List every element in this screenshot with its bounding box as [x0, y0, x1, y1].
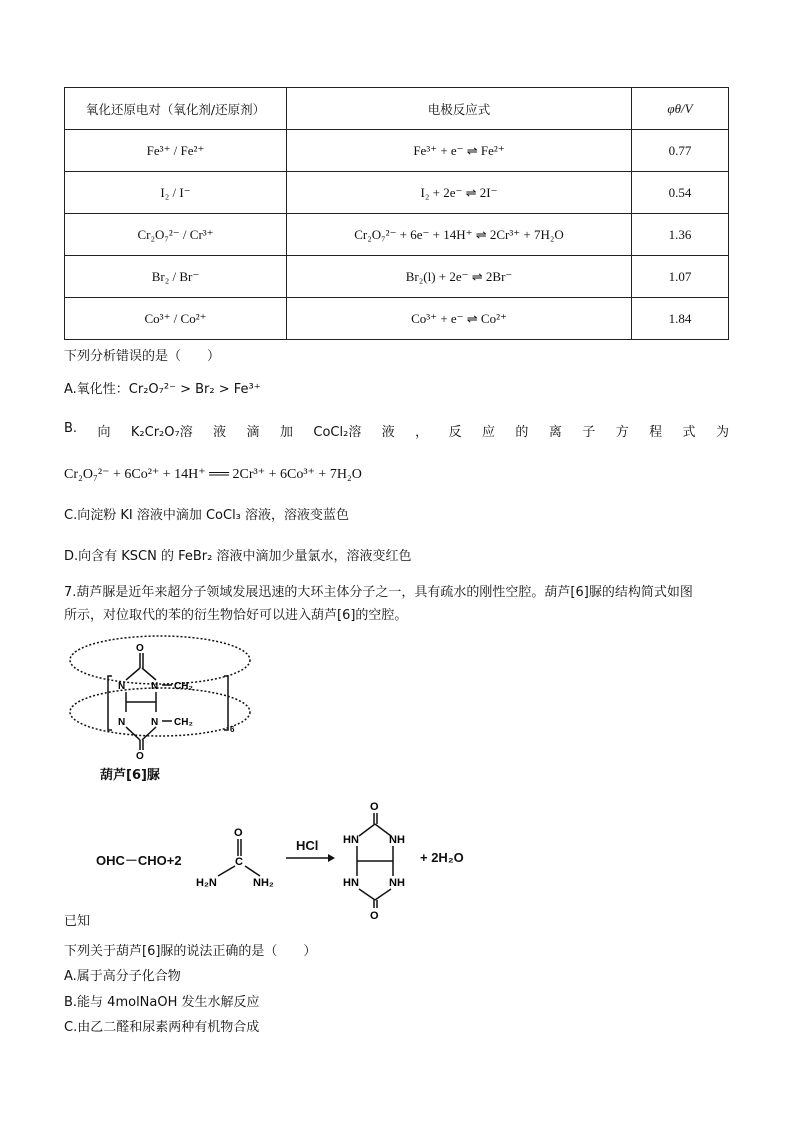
- svg-text:CH₂: CH₂: [174, 717, 193, 728]
- q6-option-c: C.向淀粉 KI 溶液中滴加 CoCl₃ 溶液，溶液变蓝色: [64, 508, 350, 523]
- q7-question: 下列关于葫芦[6]脲的说法正确的是（ ）: [64, 944, 317, 959]
- q6-option-b-char: 方: [615, 425, 629, 440]
- reaction-reactant1: OHC－CHO+2: [96, 853, 182, 868]
- svg-text:O: O: [234, 827, 243, 839]
- svg-text:N: N: [118, 717, 126, 728]
- glycoluril-structure: [335, 798, 415, 923]
- q7-option-c: C.由乙二醛和尿素两种有机物合成: [64, 1020, 260, 1035]
- cell-couple: Co³⁺ / Co²⁺: [65, 298, 287, 340]
- table-row: [65, 214, 729, 256]
- svg-text:NH₂: NH₂: [253, 877, 274, 889]
- svg-text:N: N: [118, 681, 126, 692]
- cell-reaction: Fe³⁺ + e⁻ ⇌ Fe²⁺: [287, 130, 632, 172]
- cell-couple: I₂ / I⁻: [65, 172, 287, 214]
- q6-option-b: [64, 421, 729, 440]
- cell-reaction: Br₂(l) + 2e⁻ ⇌ 2Br⁻: [287, 256, 632, 298]
- table-row: [65, 172, 729, 214]
- q7-option-a: A.属于高分子化合物: [64, 969, 181, 984]
- q6-option-b-char: 式: [682, 425, 696, 440]
- table-header-reaction: 电极反应式: [287, 88, 632, 130]
- q6-option-b-char: 向: [97, 425, 111, 440]
- table-header-couple: 氧化还原电对（氧化剂/还原剂）: [65, 88, 287, 130]
- table-row: [65, 256, 729, 298]
- q6-option-b-char: 加: [279, 425, 293, 440]
- cucurbituril-structure: [64, 632, 264, 782]
- cell-potential: 1.84: [632, 298, 729, 340]
- q6-option-b-char: 液: [213, 425, 227, 440]
- structure-caption: 葫芦[6]脲: [100, 768, 160, 783]
- table-row: [65, 298, 729, 340]
- q6-option-b-char: K₂Cr₂O₇溶: [130, 425, 193, 440]
- cell-couple: Cr₂O₇²⁻ / Cr³⁺: [65, 214, 287, 256]
- svg-text:O: O: [370, 801, 379, 813]
- q6-option-b-char: 应: [482, 425, 496, 440]
- q6-stem: 下列分析错误的是（ ）: [64, 349, 221, 364]
- q6-option-b-char: ，: [415, 425, 429, 440]
- table-header-potential: φθ/V: [632, 88, 729, 130]
- svg-text:N: N: [151, 681, 159, 692]
- svg-text:C: C: [235, 856, 243, 868]
- table-header-row: [65, 88, 729, 130]
- q7-stem-line1: 7.葫芦脲是近年来超分子领域发展迅速的大环主体分子之一，具有疏水的刚性空腔。葫芦[6]脲的结构简式如图: [64, 585, 693, 600]
- q6-option-b-char: 为: [715, 425, 729, 440]
- cell-potential: 0.54: [632, 172, 729, 214]
- cell-couple: Br₂ / Br⁻: [65, 256, 287, 298]
- q6-option-b-char: 的: [515, 425, 529, 440]
- q6-option-b-equation: Cr₂O₇²⁻ + 6Co²⁺ + 14H⁺ ══ 2Cr³⁺ + 6Co³⁺ + 7H₂O: [64, 467, 362, 482]
- q7-stem-line2: 所示，对位取代的苯的衍生物恰好可以进入葫芦[6]的空腔。: [64, 608, 408, 623]
- redox-potential-table: [64, 87, 729, 340]
- q7-known: 已知: [64, 914, 91, 929]
- table-row: [65, 130, 729, 172]
- svg-text:HN: HN: [343, 877, 359, 889]
- urea-structure: [190, 822, 280, 892]
- svg-text:O: O: [136, 751, 144, 762]
- cell-potential: 0.77: [632, 130, 729, 172]
- svg-text:HN: HN: [343, 834, 359, 846]
- q6-option-b-char: 子: [582, 425, 596, 440]
- q7-option-b: B.能与 4molNaOH 发生水解反应: [64, 995, 260, 1010]
- q6-option-b-char: 离: [548, 425, 562, 440]
- svg-text:CH₂: CH₂: [174, 681, 193, 692]
- svg-text:NH: NH: [389, 834, 405, 846]
- q6-option-b-char: CoCl₂溶: [313, 425, 362, 440]
- q6-option-b-char: B.: [64, 421, 78, 436]
- cell-couple: Fe³⁺ / Fe²⁺: [65, 130, 287, 172]
- cell-reaction: I₂ + 2e⁻ ⇌ 2I⁻: [287, 172, 632, 214]
- cell-reaction: Cr₂O₇²⁻ + 6e⁻ + 14H⁺ ⇌ 2Cr³⁺ + 7H₂O: [287, 214, 632, 256]
- q6-option-a: A.氧化性：Cr₂O₇²⁻ > Br₂ > Fe³⁺: [64, 382, 261, 397]
- cell-potential: 1.07: [632, 256, 729, 298]
- cell-reaction: Co³⁺ + e⁻ ⇌ Co²⁺: [287, 298, 632, 340]
- svg-text:O: O: [370, 910, 379, 922]
- reaction-arrow-icon: [286, 852, 336, 864]
- q6-option-d: D.向含有 KSCN 的 FeBr₂ 溶液中滴加少量氯水，溶液变红色: [64, 549, 412, 564]
- cell-potential: 1.36: [632, 214, 729, 256]
- reaction-product-extra: + 2H₂O: [420, 850, 464, 865]
- svg-text:H₂N: H₂N: [196, 877, 217, 889]
- q6-option-b-char: 反: [448, 425, 462, 440]
- reaction-reagent: HCl: [296, 838, 319, 853]
- svg-text:NH: NH: [389, 877, 405, 889]
- q6-option-b-char: 滴: [246, 425, 260, 440]
- svg-text:6: 6: [230, 725, 235, 734]
- svg-text:N: N: [151, 717, 159, 728]
- svg-text:O: O: [136, 643, 144, 654]
- q6-option-b-char: 液: [381, 425, 395, 440]
- q6-option-b-char: 程: [649, 425, 663, 440]
